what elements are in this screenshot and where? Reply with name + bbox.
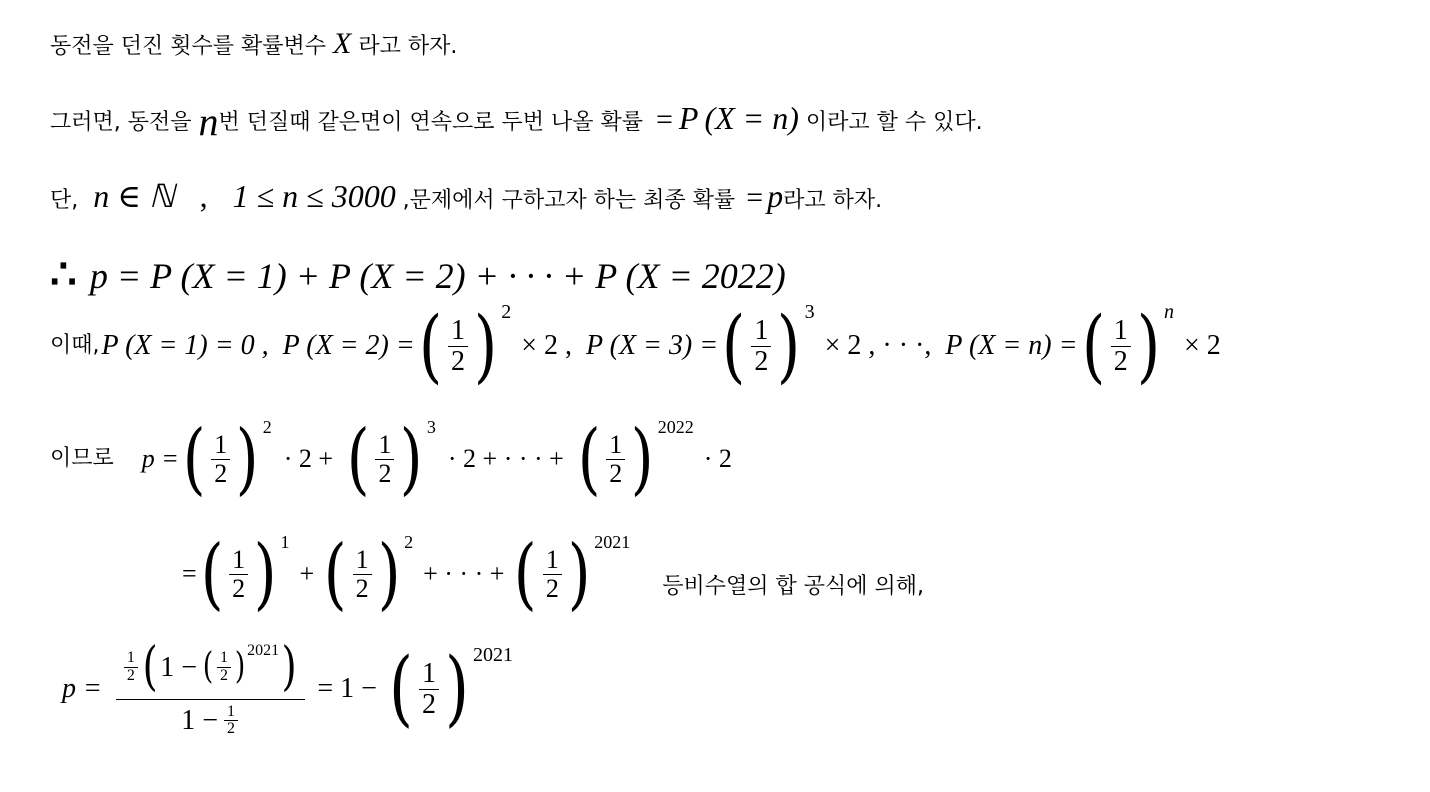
right-paren: ) bbox=[400, 414, 424, 504]
text: 단, bbox=[50, 188, 86, 213]
fraction-bar bbox=[116, 699, 305, 700]
right-paren: ) bbox=[236, 414, 259, 504]
half-power-2 bbox=[179, 414, 272, 504]
lhs: p = bbox=[141, 444, 179, 473]
denominator: 2 bbox=[232, 573, 246, 603]
fraction-half bbox=[751, 316, 771, 376]
text: 번 던질때 같은면이 연속으로 두번 나올 확률 bbox=[218, 110, 643, 135]
denominator: 2 bbox=[378, 458, 392, 488]
fraction-half bbox=[543, 546, 562, 602]
numerator: 1 bbox=[609, 430, 623, 460]
text-geometric-series: 등비수열의 합 공식에 의해, bbox=[662, 574, 925, 599]
fraction-half bbox=[375, 431, 394, 487]
text: 이라고 할 수 있다. bbox=[798, 110, 983, 135]
denominator: 2 bbox=[214, 458, 228, 488]
inner-half-power bbox=[201, 641, 280, 688]
term-n: P (X = n) = bbox=[945, 330, 1078, 361]
term-1: P (X = 1) = 0 , bbox=[101, 330, 269, 361]
sum-expression: p = P (X = 1) + P (X = 2) + · · · + P (X = 2022) bbox=[89, 256, 786, 296]
variable-n: n bbox=[198, 99, 219, 144]
plus-ellipsis: + · · · + bbox=[423, 559, 505, 588]
right-paren: ) bbox=[567, 529, 591, 619]
right-paren: ) bbox=[234, 646, 246, 688]
numerator bbox=[116, 637, 305, 697]
left-paren: ( bbox=[577, 414, 601, 504]
small-half bbox=[217, 650, 231, 685]
half-power-3 bbox=[718, 299, 815, 392]
fraction-half bbox=[606, 431, 625, 487]
fraction-half bbox=[448, 316, 468, 376]
therefore-symbol: ∴ bbox=[50, 252, 77, 298]
equation-sum bbox=[50, 254, 786, 296]
denominator: 2 bbox=[545, 573, 559, 603]
equation-result bbox=[62, 637, 513, 738]
equals-sign: = bbox=[656, 103, 673, 136]
exponent: 3 bbox=[804, 301, 815, 323]
right-paren: ) bbox=[377, 529, 401, 619]
fraction-half bbox=[353, 546, 372, 602]
args: (X = n) bbox=[704, 100, 799, 136]
fraction-half bbox=[211, 431, 230, 487]
left-paren: ( bbox=[1081, 299, 1105, 392]
equation-geometric bbox=[182, 529, 925, 619]
denominator: 2 bbox=[355, 573, 369, 603]
numerator: 1 bbox=[1113, 315, 1128, 347]
numerator: 1 bbox=[214, 430, 228, 460]
half-power-2021 bbox=[385, 641, 513, 737]
dot-two: · 2 bbox=[703, 444, 732, 473]
dot-two: · 2 + bbox=[283, 444, 334, 473]
left-paren: ( bbox=[324, 529, 347, 619]
numerator: 1 bbox=[227, 702, 236, 720]
text: 동전을 던진 횟수를 확률변수 bbox=[50, 34, 333, 59]
exponent: 2021 bbox=[472, 644, 513, 667]
right-paren: ) bbox=[473, 299, 498, 392]
dot-two: · 2 + · · · + bbox=[447, 444, 564, 473]
P: P bbox=[678, 100, 699, 136]
variable-x: X bbox=[333, 27, 352, 60]
right-paren: ) bbox=[281, 637, 297, 697]
lhs: p = bbox=[62, 673, 102, 705]
numerator: 1 bbox=[355, 545, 369, 575]
text: 그러면, 동전을 bbox=[50, 110, 199, 135]
times-two: × 2 bbox=[1183, 330, 1221, 361]
variable-p: p bbox=[767, 178, 784, 214]
exponent: 2 bbox=[404, 532, 414, 552]
one-minus: 1 − bbox=[181, 705, 219, 737]
exponent: 2021 bbox=[594, 532, 631, 552]
denominator: 2 bbox=[126, 666, 135, 684]
half-power-n bbox=[1078, 299, 1174, 392]
numerator: 1 bbox=[754, 315, 769, 347]
denominator: 2 bbox=[609, 458, 623, 488]
numerator: 1 bbox=[421, 658, 436, 690]
text: 이므로 bbox=[50, 446, 114, 471]
equation-p-sum bbox=[50, 414, 732, 504]
exponent: 2022 bbox=[657, 417, 694, 437]
half-power-2021 bbox=[510, 529, 631, 619]
left-paren: ( bbox=[514, 529, 538, 619]
left-paren: ( bbox=[202, 646, 214, 688]
left-paren: ( bbox=[346, 414, 370, 504]
denominator bbox=[178, 704, 243, 739]
exponent: 2 bbox=[262, 417, 272, 437]
exponent: 2 bbox=[501, 301, 512, 323]
exponent: n bbox=[1163, 301, 1174, 323]
numerator: 1 bbox=[220, 648, 229, 666]
times-two: × 2 , bbox=[521, 330, 573, 361]
right-paren: ) bbox=[631, 414, 654, 504]
half-power-3 bbox=[343, 414, 436, 504]
right-paren: ) bbox=[1136, 299, 1161, 392]
denominator: 2 bbox=[1113, 345, 1128, 377]
small-half bbox=[224, 704, 238, 739]
text: 라고 하자. bbox=[783, 188, 883, 213]
right-paren: ) bbox=[253, 529, 277, 619]
term-3: P (X = 3) = bbox=[586, 330, 719, 361]
equals-sign: = bbox=[182, 559, 197, 588]
text: 이때, bbox=[50, 333, 100, 358]
equation-terms bbox=[50, 299, 1221, 392]
right-paren: ) bbox=[444, 641, 469, 737]
term-2: P (X = 2) = bbox=[282, 330, 415, 361]
denominator: 2 bbox=[220, 666, 229, 684]
text: ,문제에서 구하고자 하는 최종 확률 bbox=[395, 188, 736, 213]
sentence-conditions bbox=[50, 180, 882, 213]
left-paren: ( bbox=[142, 637, 158, 697]
one-minus: 1 − bbox=[160, 651, 197, 683]
fraction-half bbox=[419, 659, 439, 719]
half-power-2 bbox=[320, 529, 414, 619]
half-power-2 bbox=[415, 299, 512, 392]
condition-n-natural: n ∈ ℕ bbox=[93, 178, 175, 214]
half-power-1 bbox=[197, 529, 290, 619]
equals-sign: = bbox=[746, 181, 764, 214]
condition-range: 1 ≤ n ≤ 3000 bbox=[232, 178, 396, 214]
denominator: 2 bbox=[451, 345, 465, 377]
left-paren: ( bbox=[388, 641, 413, 737]
denominator: 2 bbox=[227, 720, 236, 738]
denominator: 2 bbox=[421, 688, 436, 720]
fraction-half bbox=[229, 546, 248, 602]
small-half bbox=[124, 650, 138, 685]
numerator: 1 bbox=[126, 649, 135, 666]
left-paren: ( bbox=[200, 529, 224, 619]
left-paren: ( bbox=[418, 299, 443, 392]
comma: , bbox=[199, 178, 208, 214]
times-two: × 2 , · · ·, bbox=[824, 330, 932, 361]
plus: + bbox=[299, 559, 315, 588]
sentence-define-probability bbox=[50, 99, 983, 144]
denominator: 2 bbox=[754, 345, 769, 377]
numerator: 1 bbox=[232, 545, 246, 575]
right-paren: ) bbox=[777, 299, 801, 392]
numerator: 1 bbox=[451, 315, 465, 347]
left-paren: ( bbox=[182, 414, 206, 504]
exponent: 1 bbox=[280, 532, 290, 552]
sentence-define-x bbox=[50, 29, 457, 59]
left-paren: ( bbox=[722, 299, 746, 392]
half-power-2022 bbox=[574, 414, 694, 504]
big-fraction bbox=[116, 637, 305, 738]
exponent: 2021 bbox=[247, 641, 280, 659]
rhs: = 1 − bbox=[317, 673, 377, 705]
exponent: 3 bbox=[426, 417, 436, 437]
text: 라고 하자. bbox=[351, 34, 458, 59]
fraction-half bbox=[1111, 316, 1131, 376]
numerator: 1 bbox=[545, 545, 559, 575]
numerator: 1 bbox=[378, 430, 392, 460]
